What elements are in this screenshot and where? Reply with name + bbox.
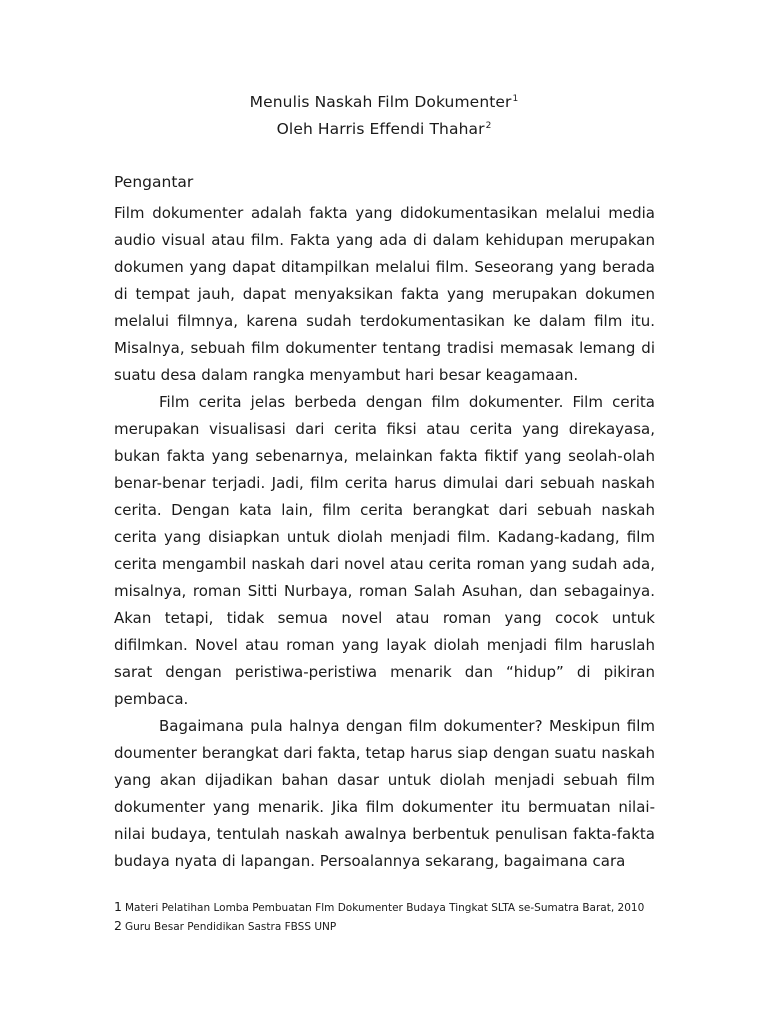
footnote-text: Guru Besar Pendidikan Sastra FBSS UNP — [124, 921, 337, 933]
body-text — [114, 200, 655, 875]
footnote-number: 2 — [114, 918, 122, 933]
document-title — [0, 93, 768, 111]
footnote-ref-1[interactable]: 1 — [512, 94, 519, 104]
footnotes — [114, 898, 674, 936]
footnote-1 — [114, 898, 674, 917]
footnote-number: 1 — [114, 899, 122, 914]
paragraph-2: Film cerita jelas berbeda dengan film dokumenter. Film cerita merupakan visualisasi dari cerita fiksi atau cerita yang direkayasa, bukan fakta yang sebenarnya, melainkan fakta fiktif yang seolah-olah benar-benar terjadi. Jadi, film cerita harus dimulai dari sebuah naskah cerita. Dengan kata lain, film cerita berangkat dari sebuah naskah cerita yang disiapkan untuk diolah menjadi film. Kadang-kadang, film cerita mengambil naskah dari novel atau cerita roman yang sudah ada, misalnya, roman Sitti Nurbaya, roman Salah Asuhan, dan sebagainya. Akan tetapi, tidak semua novel atau roman yang cocok untuk difilmkan. Novel atau roman yang layak diolah menjadi film haruslah sarat dengan peristiwa-peristiwa menarik dan “hidup” di pikiran pembaca. — [114, 393, 655, 708]
footnote-2 — [114, 917, 674, 936]
section-heading: Pengantar — [114, 173, 194, 191]
footnote-ref-2[interactable]: 2 — [485, 121, 492, 131]
author-text: Oleh Harris Effendi Thahar — [276, 120, 485, 138]
paragraph-1: Film dokumenter adalah fakta yang didokumentasikan melalui media audio visual atau film. Fakta yang ada di dalam kehidupan merupakan dokumen yang dapat ditampilkan melalui film. Seseorang yang berada di tempat jauh, dapat menyaksikan fakta yang merupakan dokumen melalui filmnya, karena sudah terdokumentasikan ke dalam film itu. Misalnya, sebuah film dokumenter tentang tradisi memasak lemang di suatu desa dalam rangka menyambut hari besar keagamaan. — [114, 204, 655, 384]
author-line — [0, 120, 768, 138]
footnote-text: Materi Pelatihan Lomba Pembuatan Flm Dokumenter Budaya Tingkat SLTA se-Sumatra Barat, 2010 — [124, 902, 645, 914]
paragraph-3: Bagaimana pula halnya dengan film dokumenter? Meskipun film doumenter berangkat dari fakta, tetap harus siap dengan suatu naskah yang akan dijadikan bahan dasar untuk diolah menjadi sebuah film dokumenter yang menarik. Jika film dokumenter itu bermuatan nilai-nilai budaya, tentulah naskah awalnya berbentuk penulisan fakta-fakta budaya nyata di lapangan. Persoalannya sekarang, bagaimana cara — [114, 717, 655, 870]
title-text: Menulis Naskah Film Dokumenter — [249, 93, 512, 111]
